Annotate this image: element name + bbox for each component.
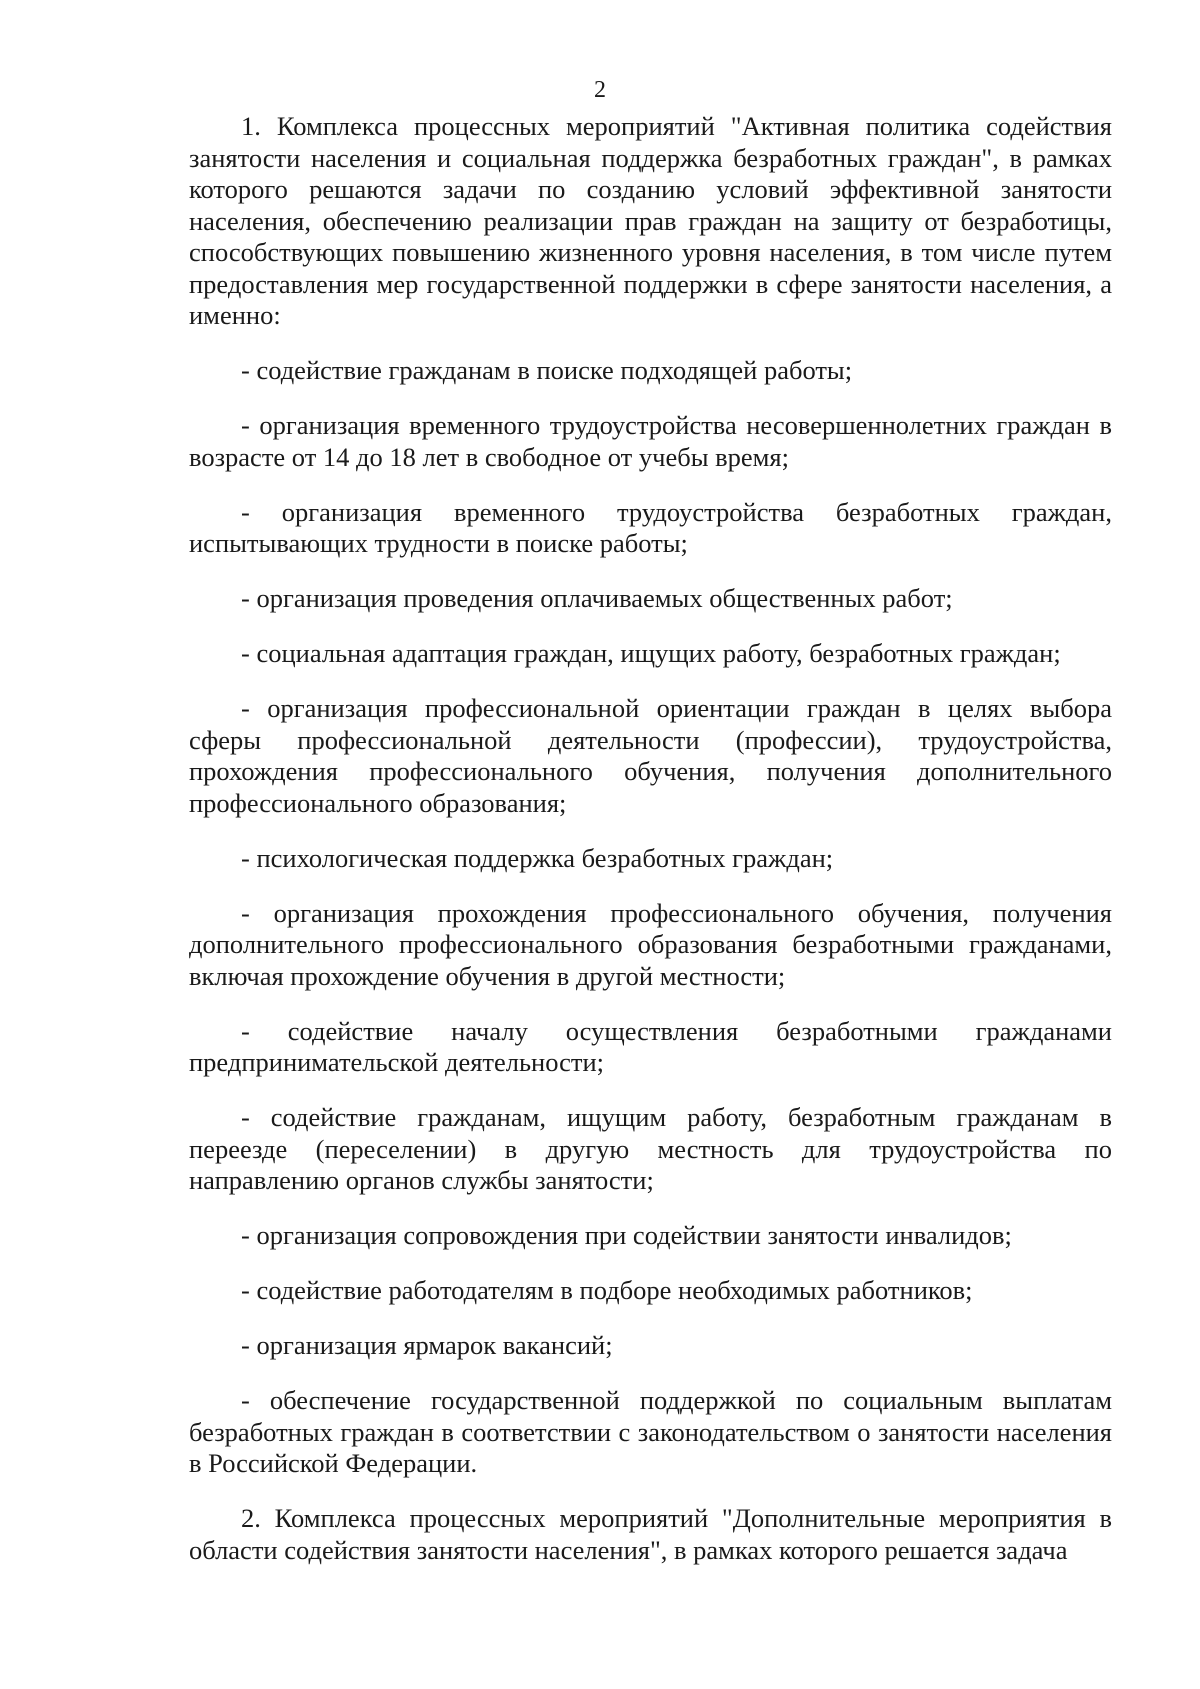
page-number: 2 <box>594 77 606 103</box>
list-item-job-search: - содействие гражданам в поиске подходящей работы; <box>241 355 853 385</box>
list-item-disabled-support: - организация сопровождения при содействии занятости инвалидов; <box>241 1220 1012 1250</box>
paragraph-intro-item-1: 1. Комплекса процессных мероприятий "Активная политика содействия занятости населения и социальная поддержка безработных граждан", в рамках которого решаются задачи по созданию условий эффективной занятости населения, обеспечению реализации прав граждан на защиту от безработицы, способствующих повышению жизненного уровня населения, в том числе путем предоставления мер государственной поддержки в сфере занятости населения, а именно: <box>189 111 1112 330</box>
list-item-relocation: - содействие гражданам, ищущим работу, безработным гражданам в переезде (переселении) в другую местность для трудоустройства по направлению органов службы занятости; <box>189 1102 1112 1195</box>
list-item-vocational-training: - организация прохождения профессионального обучения, получения дополнительного профессионального образования безработными гражданами, включая прохождение обучения в другой местности; <box>189 897 1112 991</box>
document-body <box>189 111 1112 1566</box>
list-item-unemployed-temp-employment: - организация временного трудоустройства безработных граждан, испытывающих трудности в поиске работы; <box>189 496 1112 558</box>
list-item-entrepreneurship: - содействие началу осуществления безработными гражданами предпринимательской деятельности; <box>189 1015 1112 1077</box>
list-item-career-guidance: - организация профессиональной ориентации граждан в целях выбора сферы профессиональной деятельности (профессии), трудоустройства, прохождения профессионального обучения, получения дополнительного профессионального образования; <box>189 693 1112 818</box>
list-item-employer-assistance: - содействие работодателям в подборе необходимых работников; <box>241 1275 973 1305</box>
list-item-social-payments: - обеспечение государственной поддержкой по социальным выплатам безработных граждан в соответствии с законодательством о занятости населения в Российской Федерации. <box>189 1385 1112 1478</box>
list-item-minor-temp-employment: - организация временного трудоустройства несовершеннолетних граждан в возрасте от 14 до 18 лет в свободное от учебы время; <box>189 410 1112 472</box>
list-item-public-works: - организация проведения оплачиваемых общественных работ; <box>241 583 953 613</box>
list-item-psychological-support: - психологическая поддержка безработных граждан; <box>241 842 834 873</box>
paragraph-item-2: 2. Комплекса процессных мероприятий "Дополнительные мероприятия в области содействия занятости населения", в рамках которого решается задача <box>189 1503 1112 1565</box>
list-item-job-fairs: - организация ярмарок вакансий; <box>241 1330 613 1360</box>
list-item-social-adaptation: - социальная адаптация граждан, ищущих работу, безработных граждан; <box>241 638 1061 668</box>
